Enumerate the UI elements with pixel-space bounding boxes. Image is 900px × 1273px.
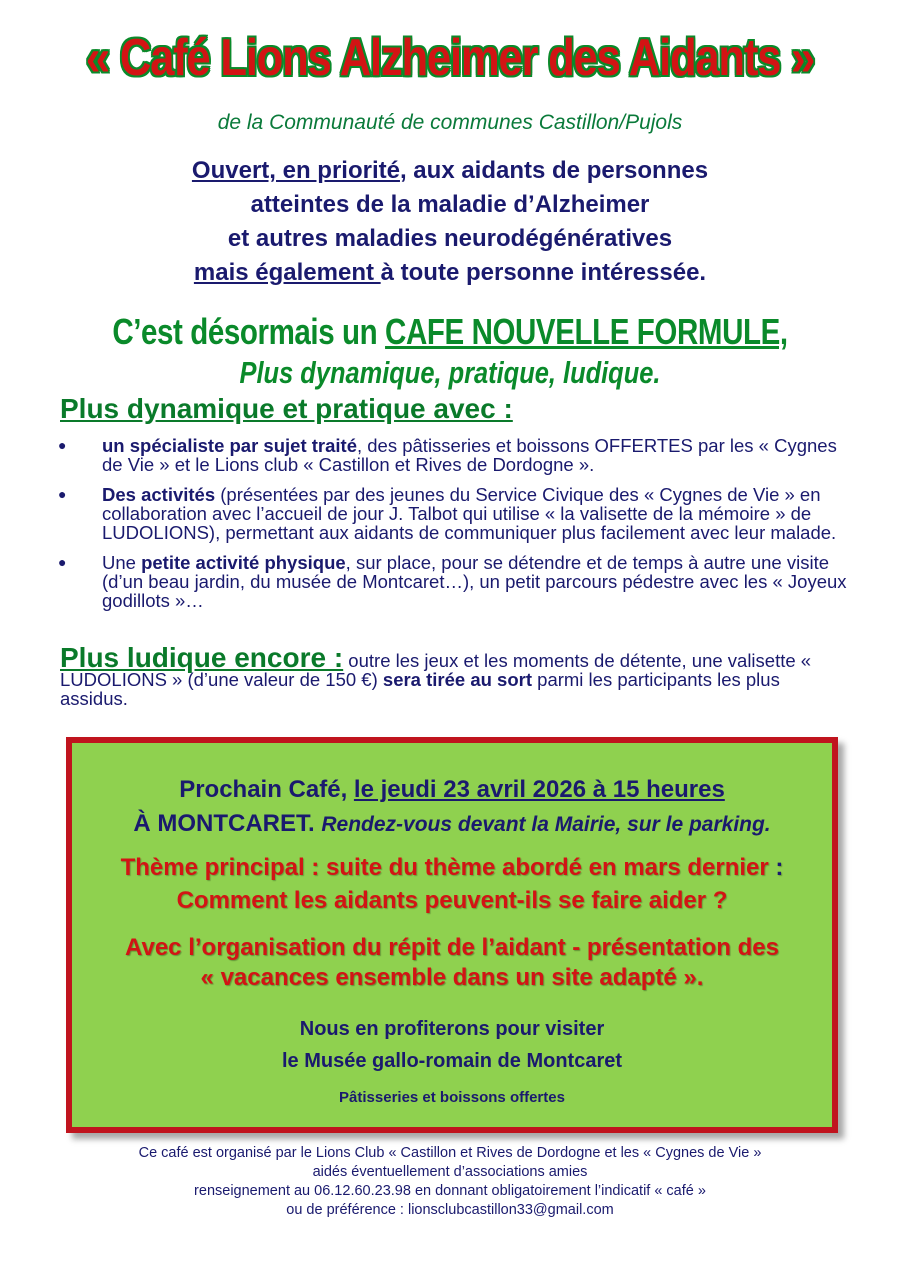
ludique-text-b: parmi les participants les plus assidus. bbox=[60, 669, 780, 709]
intro-line3: et autres maladies neurodégénératives bbox=[227, 225, 673, 252]
bullet-text: , sur place, pour se détendre et de temps à autre une visite (d’un beau jardin, du musée de Montcaret…), un petit parcours pédestre avec les « Joyeux godillots »… bbox=[102, 552, 847, 611]
ludique-bold: sera tirée au sort bbox=[382, 669, 533, 690]
intro-line4: à toute personne intéressée. bbox=[380, 259, 707, 286]
section-ludique-heading: Plus ludique encore : bbox=[60, 642, 344, 673]
org-line2: « vacances ensemble dans un site adapté ». bbox=[200, 964, 704, 991]
theme-line1: Thème principal : suite du thème abordé en mars dernier bbox=[120, 854, 769, 881]
next-date: le jeudi 23 avril 2026 à 15 heures bbox=[353, 776, 725, 803]
formula-highlight: CAFE NOUVELLE FORMULE, bbox=[385, 311, 788, 352]
bullet-bold: petite activité physique bbox=[141, 552, 346, 573]
bullet-text: , des pâtisseries et boissons OFFERTES par les « Cygnes de Vie » et le Lions club « Castillon et Rives de Dordogne ». bbox=[102, 435, 837, 475]
bullet-list bbox=[58, 436, 848, 621]
bullet-pre: Une bbox=[102, 552, 142, 573]
section-ludique bbox=[60, 642, 850, 709]
visit-line1: Nous en profiterons pour visiter bbox=[299, 1018, 605, 1040]
new-formula bbox=[0, 311, 900, 391]
bullet-text: (présentées par des jeunes du Service Civique des « Cygnes de Vie » en collaboration avec l’accueil de jour J. Talbot qui utilise « la valisette de la mémoire » de LUDOLIONS), permettant aux aidants de communiquer plus facilement avec leur malade. bbox=[102, 484, 837, 543]
intro-priority: Ouvert, en priorité bbox=[191, 157, 400, 184]
list-item bbox=[58, 485, 848, 542]
list-item bbox=[58, 553, 848, 610]
bullet-icon: ● bbox=[58, 486, 67, 502]
formula-tagline: Plus dynamique, pratique, ludique. bbox=[239, 355, 661, 390]
footer bbox=[0, 1144, 900, 1220]
pastries-note: Pâtisseries et boissons offertes bbox=[339, 1089, 565, 1106]
subtitle: de la Communauté de communes Castillon/Pujols bbox=[217, 111, 683, 134]
intro-line2: atteintes de la maladie d’Alzheimer bbox=[250, 191, 650, 218]
next-meeting-point: Rendez-vous devant la Mairie, sur le parking. bbox=[321, 813, 771, 836]
bullet-bold: un spécialiste par sujet traité bbox=[102, 435, 357, 456]
footer-line2: aidés éventuellement d’associations amies bbox=[312, 1164, 588, 1180]
footer-line1: Ce café est organisé par le Lions Club « Castillon et Rives de Dordogne et les « Cygnes de Vie » bbox=[138, 1145, 762, 1161]
section-dynamic-heading: Plus dynamique et pratique avec : bbox=[60, 393, 513, 424]
formula-prefix: C’est désormais un bbox=[112, 311, 386, 352]
footer-line3: renseignement au 06.12.60.23.98 en donnant obligatoirement l’indicatif « café » bbox=[194, 1183, 706, 1199]
bullet-icon: ● bbox=[58, 437, 67, 453]
footer-line4: ou de préférence : lionsclubcastillon33@gmail.com bbox=[286, 1202, 614, 1218]
list-item bbox=[58, 436, 848, 474]
event-box bbox=[66, 737, 838, 1133]
bullet-bold: Des activités bbox=[102, 484, 216, 505]
theme-colon: : bbox=[768, 854, 784, 881]
organisation bbox=[72, 933, 832, 993]
next-cafe bbox=[72, 773, 832, 842]
main-theme bbox=[72, 851, 832, 917]
bullet-icon: ● bbox=[58, 554, 67, 570]
org-line1: Avec l’organisation du répit de l’aidant - présentation des bbox=[125, 934, 779, 961]
next-label: Prochain Café, bbox=[179, 776, 354, 803]
intro-block bbox=[0, 154, 900, 290]
visit-line2: le Musée gallo-romain de Montcaret bbox=[281, 1050, 623, 1072]
page-title: « Café Lions Alzheimer des Aidants » bbox=[85, 29, 815, 87]
ludique-text-a: outre les jeux et les moments de détente, une valisette « LUDOLIONS » (d’une valeur de 150 €) bbox=[60, 650, 812, 690]
visit bbox=[72, 1013, 832, 1077]
theme-line2: Comment les aidants peuvent-ils se faire aider ? bbox=[176, 887, 728, 914]
intro-also: mais également bbox=[193, 259, 381, 286]
intro-line1: , aux aidants de personnes bbox=[399, 157, 709, 184]
next-place: À MONTCARET. bbox=[133, 810, 315, 837]
